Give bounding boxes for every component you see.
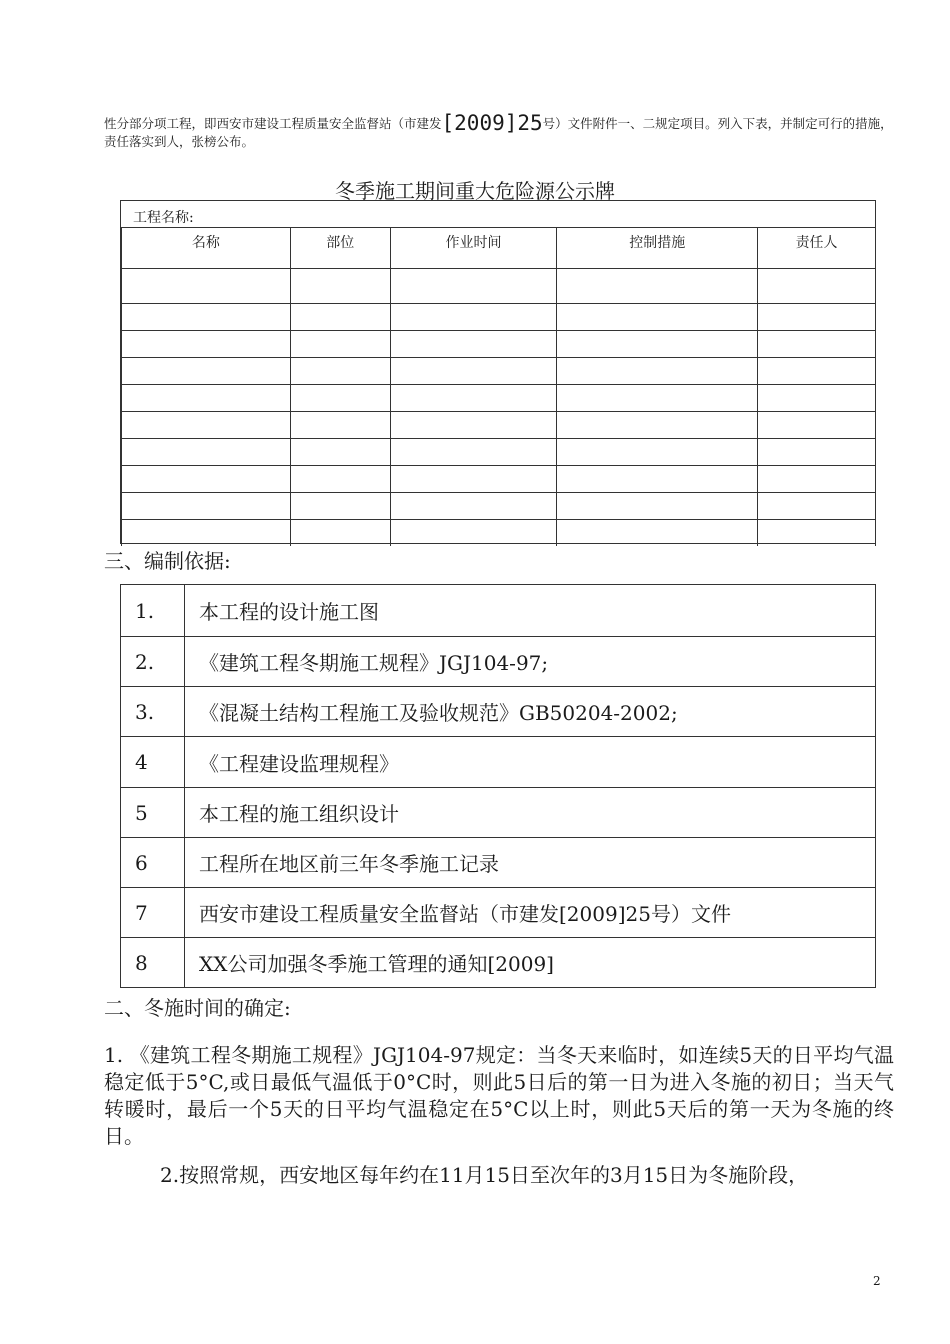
basis-text: 本工程的设计施工图 (185, 585, 876, 637)
paragraph-xian-schedule: 2.按照常规，西安地区每年约在11月15日至次年的3月15日为冬施阶段， (160, 1163, 809, 1187)
basis-text: 本工程的施工组织设计 (185, 788, 876, 838)
basis-num: 8 (121, 938, 185, 988)
column-header-work-time: 作业时间 (390, 228, 557, 269)
basis-num: 3. (121, 687, 185, 737)
section-heading-winter-time: 二、冬施时间的确定: (104, 996, 291, 1020)
column-header-control-measures: 控制措施 (557, 228, 758, 269)
table-row (121, 938, 876, 988)
basis-text: 西安市建设工程质量安全监督站（市建发[2009]25号）文件 (185, 888, 876, 938)
table-row (122, 331, 876, 358)
table-row (122, 358, 876, 385)
table-row (122, 269, 876, 304)
section-heading-basis: 三、编制依据: (104, 549, 231, 573)
table-row (122, 304, 876, 331)
basis-num: 2. (121, 637, 185, 687)
intro-text-part1: 性分部分项工程，即西安市建设工程质量安全监督站（市建发 (104, 116, 442, 131)
column-header-responsible-person: 责任人 (758, 228, 876, 269)
table-row (121, 585, 876, 637)
table-row (121, 687, 876, 737)
basis-num: 4 (121, 737, 185, 788)
table-row (122, 412, 876, 439)
hazard-board-title: 冬季施工期间重大危险源公示牌 (335, 179, 615, 203)
table-row (122, 520, 876, 547)
hazard-header-row (122, 228, 876, 269)
basis-num: 7 (121, 888, 185, 938)
basis-num: 6 (121, 838, 185, 888)
table-row (121, 788, 876, 838)
basis-num: 1. (121, 585, 185, 637)
page-number: 2 (873, 1274, 881, 1288)
basis-text: 《混凝土结构工程施工及验收规范》GB50204-2002; (185, 687, 876, 737)
basis-text: XX公司加强冬季施工管理的通知[2009] (185, 938, 876, 988)
table-row (121, 637, 876, 687)
table-row (122, 466, 876, 493)
table-row (122, 439, 876, 466)
table-row (122, 493, 876, 520)
intro-text-part2: 号）文件附件一、二规定项目。列入下表，并制定可行的措施，责任落实到人，张榜公布。 (104, 116, 893, 149)
table-row (122, 385, 876, 412)
hazard-board-table (120, 200, 876, 544)
hazard-grid (121, 227, 876, 546)
intro-paragraph (104, 111, 904, 151)
project-name-label: 工程名称: (133, 210, 194, 226)
basis-table (120, 584, 876, 988)
intro-document-number: [2009]25 (441, 111, 543, 135)
table-row (121, 888, 876, 938)
column-header-name: 名称 (122, 228, 291, 269)
basis-num: 5 (121, 788, 185, 838)
basis-text: 《工程建设监理规程》 (185, 737, 876, 788)
basis-text: 工程所在地区前三年冬季施工记录 (185, 838, 876, 888)
paragraph-regulation: 1. 《建筑工程冬期施工规程》JGJ104-97规定：当冬天来临时，如连续5天的日平均气温稳定低于5°C,或日最低气温低于0°C时，则此5日后的第一日为进入冬施的初日；当天气转暖时，最后一个5天的日平均气温稳定在5°C以上时，则此5天后的第一天为冬施的终日。 (104, 1043, 894, 1148)
table-row (121, 737, 876, 788)
column-header-location: 部位 (290, 228, 390, 269)
basis-text: 《建筑工程冬期施工规程》JGJ104-97; (185, 637, 876, 687)
table-row (121, 838, 876, 888)
